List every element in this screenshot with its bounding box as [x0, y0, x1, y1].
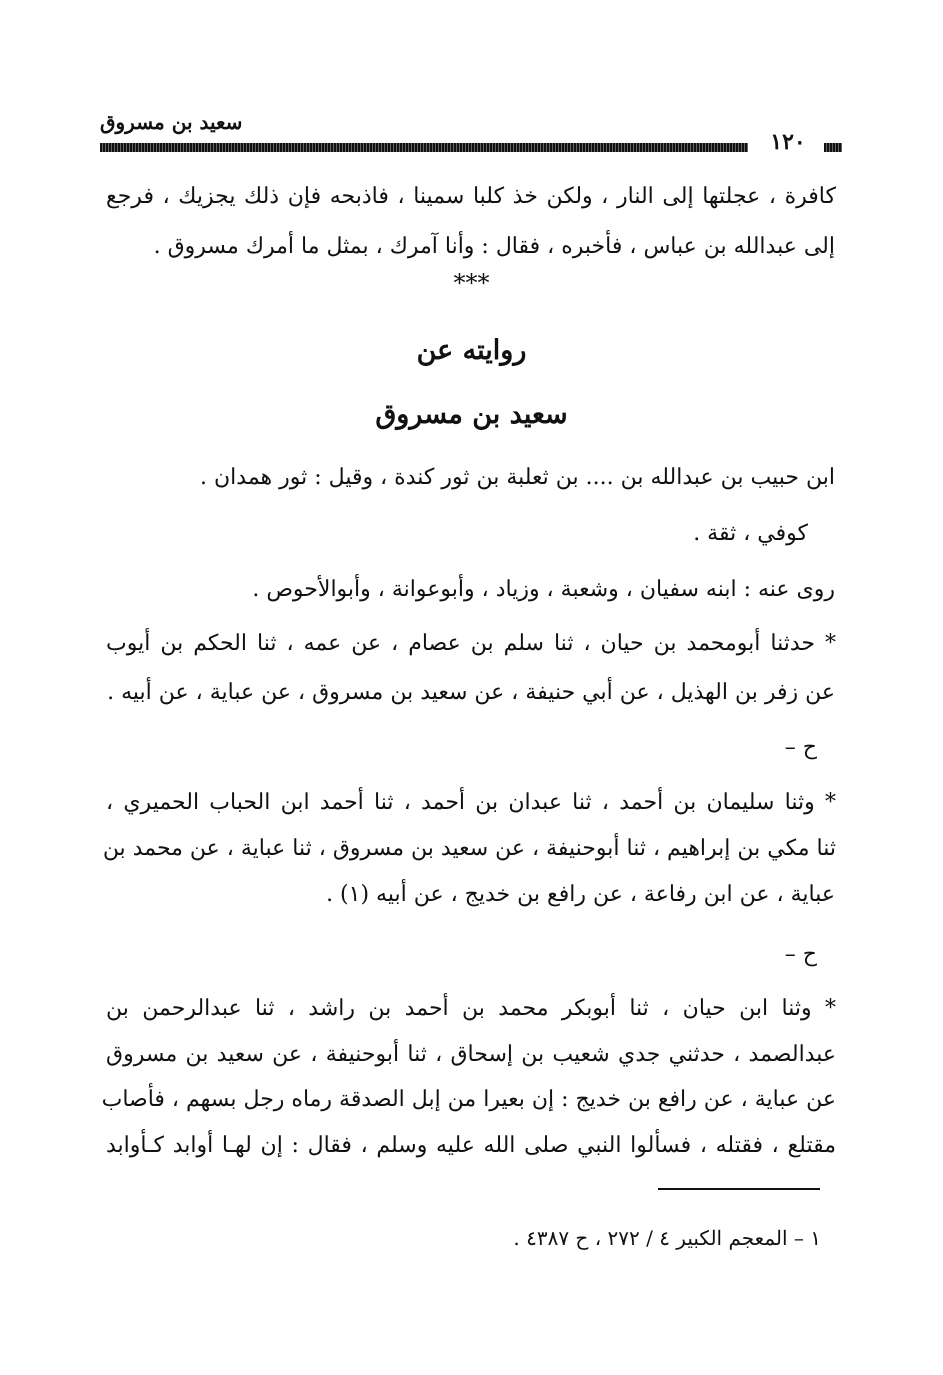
running-title: سعيد بن مسروق [100, 110, 243, 134]
hadith-line: * وثنا ابن حيان ، ثنا أبوبكر محمد بن أحمد بن راشد ، ثنا عبدالرحمن بن [106, 996, 836, 1021]
hadith-line: * حدثنا أبومحمد بن حيان ، ثنا سلم بن عصام ، عن عمه ، ثنا الحكم بن أيوب [106, 631, 836, 656]
section-separator: *** [453, 269, 490, 297]
hadith-line: * وثنا سليمان بن أحمد ، ثنا عبدان بن أحمد ، ثنا أحمد ابن الحباب الحميري ، [106, 790, 836, 815]
hadith-line: عن زفر بن الهذيل ، عن أبي حنيفة ، عن سعيد بن مسروق ، عن عباية ، عن أبيه . [107, 680, 835, 705]
footnote: ١ – المعجم الكبير ٤ / ٢٧٢ ، ح ٤٣٨٧ . [513, 1226, 821, 1250]
header-rule-right [824, 143, 842, 152]
paragraph-line: إلى عبدالله بن عباس ، فأخبره ، فقال : وأنا آمرك ، بمثل ما أمرك مسروق . [153, 234, 835, 259]
paragraph-line: كافرة ، عجلتها إلى النار ، ولكن خذ كلبا سمينا ، فاذبحه فإن ذلك يجزيك ، فرجع [106, 184, 836, 209]
hadith-line: عن عباية ، عن رافع بن خديج : إن بعيرا من إبل الصدقة رماه رجل بسهم ، فأصاب [101, 1087, 836, 1112]
page-number: ١٢٠ [770, 129, 806, 155]
hadith-line: عبدالصمد ، حدثني جدي شعيب بن إسحاق ، ثنا أبوحنيفة ، عن سعيد بن مسروق [106, 1042, 836, 1067]
section-heading: روايته عن [416, 335, 527, 366]
bio-line: ابن حبيب بن عبدالله بن .... بن ثعلبة بن ثور كندة ، وقيل : ثور همدان . [200, 465, 835, 490]
header-rule [100, 143, 748, 152]
section-heading: سعيد بن مسروق [375, 399, 568, 430]
bio-line: روى عنه : ابنه سفيان ، وشعبة ، وزياد ، وأبوعوانة ، وأبوالأحوص . [252, 577, 835, 602]
transition-mark: ح – [784, 942, 817, 967]
hadith-line: ثنا مكي بن إبراهيم ، ثنا أبوحنيفة ، عن سعيد بن مسروق ، ثنا عباية ، عن محمد بن [102, 836, 836, 861]
hadith-line: مقتلع ، فقتله ، فسألوا النبي صلى الله عليه وسلم ، فقال : إن لهـا أوابد كـأوابد [106, 1133, 836, 1158]
hadith-line: عباية ، عن ابن رفاعة ، عن رافع بن خديج ، عن أبيه (١) . [326, 882, 835, 907]
transition-mark: ح – [784, 735, 817, 760]
bio-line: كوفي ، ثقة . [693, 521, 808, 546]
footnote-rule [658, 1188, 820, 1190]
